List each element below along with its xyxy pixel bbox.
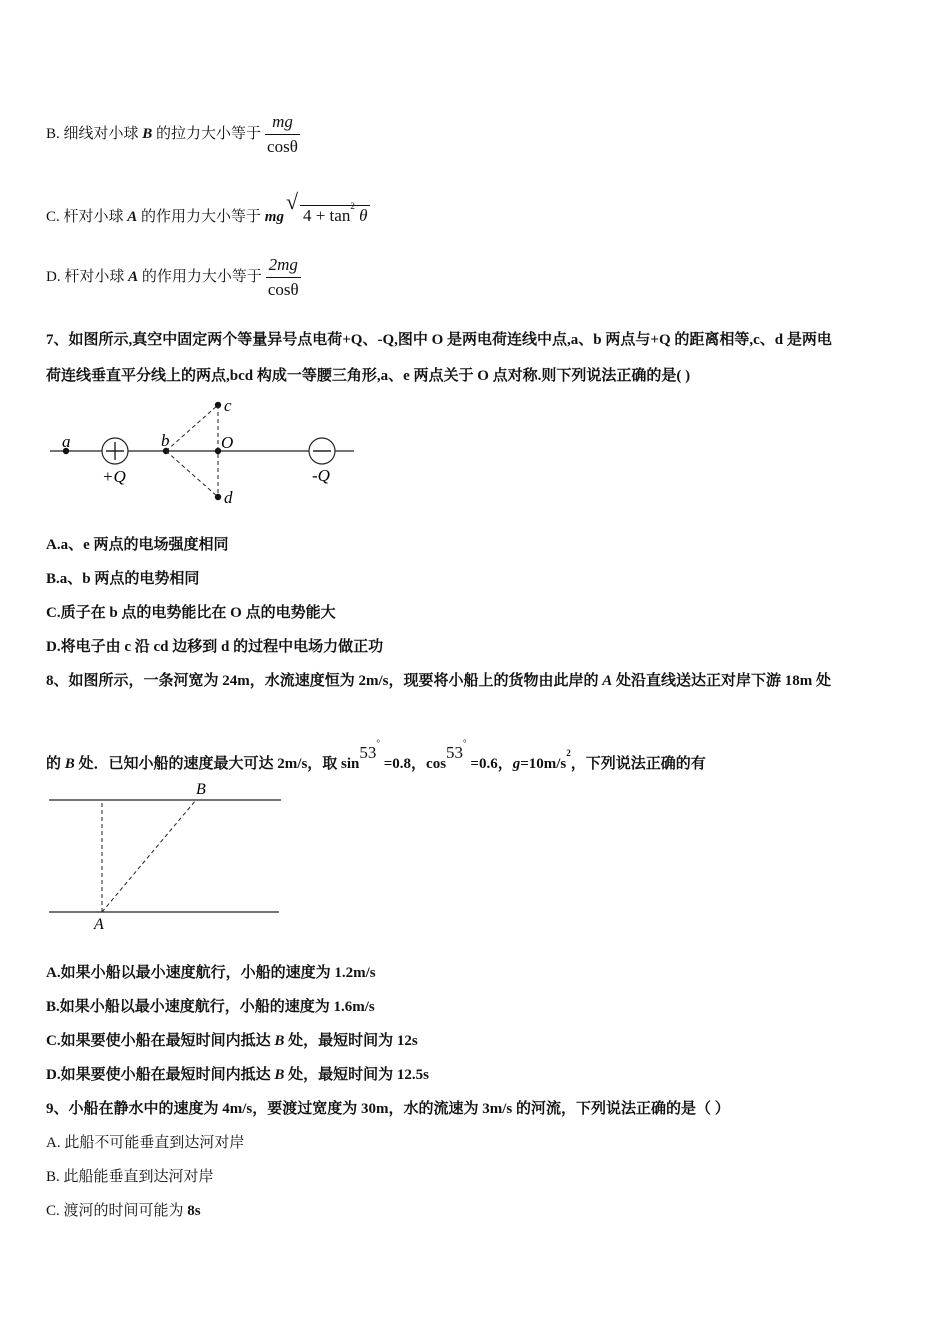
q7-option-d: D.将电子由 c 沿 cd 边移到 d 的过程中电场力做正功 <box>46 639 384 655</box>
q7-option-a: A.a、e 两点的电场强度相同 <box>46 537 229 553</box>
q8-angle-sin: 53° <box>359 738 380 762</box>
q7-label-negative-q: -Q <box>312 466 330 485</box>
q8-option-b: B.如果小船以最小速度航行，小船的速度为 1.6m/s <box>46 999 375 1015</box>
q6-option-b: B. 细线对小球 B 的拉力大小等于 $\frac{mg}{\cos\theta}$ <box>46 112 298 156</box>
q8-river-figure <box>46 775 291 935</box>
q7-stem-line2: 荷连线垂直平分线上的两点,bcd 构成一等腰三角形,a、e 两点关于 O 点对称.则下列说法正确的是( ) <box>46 368 691 384</box>
q6-option-c-sqrt: √ $4 + \tan^2 \theta$ <box>286 196 370 227</box>
q8-label-b: B <box>196 781 206 798</box>
q8-label-a: A <box>94 916 104 933</box>
q7-label-a: a <box>62 432 71 451</box>
q6-option-d-fraction: $\frac{2mg}{\cos\theta}$ <box>267 255 299 299</box>
positive-charge-icon <box>102 438 128 464</box>
q7-option-b: B.a、b 两点的电势相同 <box>46 571 200 587</box>
q8-diagonal-path <box>102 800 196 912</box>
q7-option-c: C.质子在 b 点的电势能比在 O 点的电势能大 <box>46 605 336 621</box>
q6-option-d: D. 杆对小球 A 的作用力大小等于 $\frac{2mg}{\cos\theta}$ <box>46 255 299 299</box>
q8-angle-cos: 53° <box>446 738 467 762</box>
q8-option-d: D.如果要使小船在最短时间内抵达 B 处，最短时间为 12.5s <box>46 1067 429 1083</box>
q9-option-b: B. 此船能垂直到达河对岸 <box>46 1169 214 1185</box>
q7-label-o: O <box>221 433 234 452</box>
q6-option-c: C. 杆对小球 A 的作用力大小等于 mg √ $4 + \tan^2 \theta$ <box>46 196 370 227</box>
q6-option-b-fraction: $\frac{mg}{\cos\theta}$ <box>267 112 298 156</box>
q7-edge-bc <box>166 405 218 451</box>
q9-option-a: A. 此船不可能垂直到达河对岸 <box>46 1135 245 1151</box>
q7-label-positive-q: +Q <box>102 467 126 486</box>
q7-figure <box>46 395 366 510</box>
q8-option-a: A.如果小船以最小速度航行，小船的速度为 1.2m/s <box>46 965 376 981</box>
q9-option-c: C. 渡河的时间可能为 8s <box>46 1203 201 1219</box>
q7-label-d: d <box>224 488 233 507</box>
q8-stem-line2: 的 B 处．已知小船的速度最大可达 2m/s，取 sin53° =0.8，cos53° =0.6，$g=10m/s^2$，下列说法正确的有 <box>46 738 706 772</box>
q8-option-c: C.如果要使小船在最短时间内抵达 B 处，最短时间为 12s <box>46 1033 418 1049</box>
q9-stem: 9、小船在静水中的速度为 4m/s，要渡过宽度为 30m，水的流速为 3m/s 的河流，下列说法正确的是（ ） <box>46 1101 730 1117</box>
sqrt-icon: √ <box>285 189 299 214</box>
q7-edge-bd <box>166 451 218 497</box>
q7-stem-line1: 7、如图所示,真空中固定两个等量异号点电荷+Q、-Q,图中 O 是两电荷连线中点,a、b 两点与+Q 的距离相等,c、d 是两电 <box>46 332 832 348</box>
q7-label-b: b <box>161 431 170 450</box>
q7-label-c: c <box>224 396 232 415</box>
negative-charge-icon <box>309 438 335 464</box>
q8-stem-line1: 8、如图所示，一条河宽为 24m，水流速度恒为 2m/s，现要将小船上的货物由此岸的 A 处沿直线送达正对岸下游 18m 处 <box>46 673 832 689</box>
